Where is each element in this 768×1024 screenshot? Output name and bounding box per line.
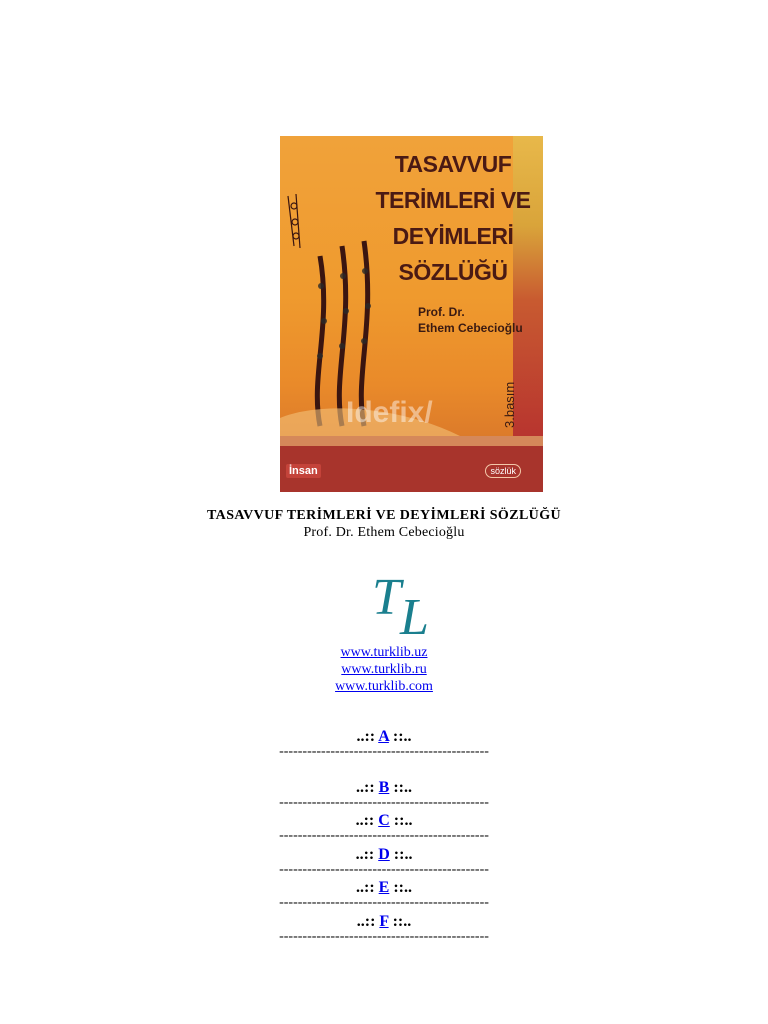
index-link-d[interactable]: D <box>378 846 390 863</box>
cover-title-line: DEYİMLERİ <box>392 223 514 249</box>
cover-edition: 3.basım <box>502 381 517 428</box>
index-suffix: ::.. <box>392 728 412 745</box>
index-link-c[interactable]: C <box>378 812 390 829</box>
divider: --------------------------------------------- <box>279 862 489 877</box>
index-prefix: ..:: <box>356 779 375 796</box>
svg-text:L: L <box>400 589 429 642</box>
index-prefix: ..:: <box>355 812 375 829</box>
index-suffix: ::.. <box>393 812 413 829</box>
index-suffix: ::.. <box>393 779 412 796</box>
cover-watermark: Idefix/ <box>346 396 433 429</box>
index-link-e[interactable]: E <box>378 879 390 896</box>
divider: --------------------------------------------- <box>279 795 489 810</box>
index-prefix: ..:: <box>356 728 376 745</box>
svg-text:T: T <box>372 569 401 626</box>
book-title: TASAVVUF TERİMLERİ VE DEYİMLERİ SÖZLÜĞÜ <box>206 508 561 523</box>
index-suffix: ::.. <box>392 913 412 930</box>
index-link-a[interactable]: A <box>378 728 389 745</box>
link-turklib-com[interactable]: www.turklib.com <box>335 679 433 694</box>
book-cover-image <box>280 136 543 492</box>
divider: --------------------------------------------- <box>279 828 489 843</box>
turklib-logo-icon <box>370 562 452 642</box>
index-suffix: ::.. <box>393 879 412 896</box>
cover-title <box>368 146 538 290</box>
cover-author-line: Ethem Cebecioğlu <box>418 321 523 335</box>
index-prefix: ..:: <box>355 846 375 863</box>
series-badge: sözlük <box>485 464 521 478</box>
cover-title-line: TERİMLERİ VE <box>375 187 531 213</box>
cover-author <box>418 304 538 336</box>
publisher-logo: İnsan <box>286 464 321 478</box>
divider: --------------------------------------------- <box>279 929 489 944</box>
site-links <box>0 644 768 695</box>
cover-title-line: TASAVVUF <box>394 151 512 177</box>
cover-author-line: Prof. Dr. <box>418 305 465 319</box>
index-link-f[interactable]: F <box>379 913 389 930</box>
index-prefix: ..:: <box>356 913 376 930</box>
link-turklib-uz[interactable]: www.turklib.uz <box>340 645 428 660</box>
divider: --------------------------------------------- <box>279 744 489 759</box>
divider: --------------------------------------------- <box>279 895 489 910</box>
cover-title-line: SÖZLÜĞÜ <box>398 259 508 285</box>
book-author: Prof. Dr. Ethem Cebecioğlu <box>303 525 465 540</box>
index-link-b[interactable]: B <box>378 779 390 796</box>
index-prefix: ..:: <box>356 879 375 896</box>
index-suffix: ::.. <box>393 846 413 863</box>
link-turklib-ru[interactable]: www.turklib.ru <box>341 662 427 677</box>
